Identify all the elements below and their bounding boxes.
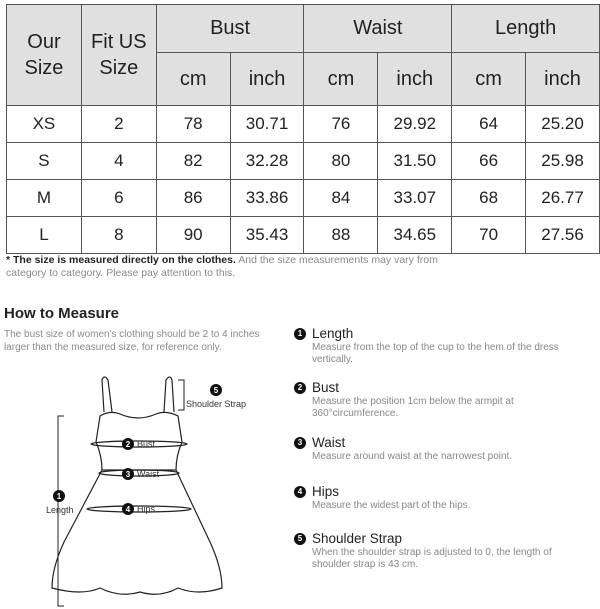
table-cell: 35.43 [230, 217, 304, 254]
step-length [294, 326, 570, 365]
size-chart-table [6, 4, 600, 254]
header-unit: cm [156, 53, 230, 106]
label-shoulder-strap: Shoulder Strap [186, 399, 247, 409]
label-hips: Hips [137, 504, 156, 514]
header-unit: inch [526, 53, 600, 106]
table-cell: 84 [304, 180, 378, 217]
table-cell: 2 [81, 106, 156, 143]
step-description: Measure the position 1cm below the armpit at 360°circumference. [312, 396, 514, 419]
table-cell: 33.07 [378, 180, 452, 217]
table-cell: 31.50 [378, 143, 452, 180]
step-waist [294, 435, 570, 463]
how-to-measure-subtitle: The bust size of women's clothing should be 2 to 4 inches larger than the measured size, for reference only. [4, 329, 260, 353]
step-title: Hips [312, 484, 340, 499]
table-row [7, 106, 600, 143]
table-cell: 8 [81, 217, 156, 254]
dress-skirt [52, 470, 222, 594]
table-cell: 25.20 [526, 106, 600, 143]
table-cell: 78 [156, 106, 230, 143]
header-length: Length [452, 5, 600, 53]
step-number-badge: 4 [294, 486, 306, 498]
table-cell: 32.28 [230, 143, 304, 180]
table-row [7, 143, 600, 180]
header-fit-us-line2: Size [99, 57, 139, 79]
step-bust [294, 380, 570, 419]
shoulder-strap-bracket [178, 380, 184, 410]
step-number-badge: 1 [294, 328, 306, 340]
label-bust: Bust [137, 439, 156, 449]
step-shoulder-strap [294, 531, 570, 570]
size-note-bold: * The size is measured directly on the clothes. [6, 254, 236, 266]
header-unit: inch [378, 53, 452, 106]
step-description: When the shoulder strap is adjusted to 0, the length of shoulder strap is 43 cm. [312, 547, 552, 570]
table-cell: XS [7, 106, 82, 143]
left-strap [102, 377, 112, 412]
step-hips [294, 484, 570, 512]
table-cell: 86 [156, 180, 230, 217]
table-cell: 4 [81, 143, 156, 180]
step-title: Bust [312, 380, 340, 395]
dress-diagram [0, 370, 290, 609]
how-to-measure-title: How to Measure [4, 305, 120, 322]
table-cell: 76 [304, 106, 378, 143]
header-unit: cm [304, 53, 378, 106]
badge-hips-num: 4 [125, 505, 131, 514]
table-cell: 27.56 [526, 217, 600, 254]
right-strap [164, 377, 174, 412]
table-cell: 80 [304, 143, 378, 180]
table-cell: M [7, 180, 82, 217]
table-cell: 34.65 [378, 217, 452, 254]
badge-bust-num: 2 [125, 440, 131, 449]
badge-shoulder-strap-num: 5 [213, 386, 219, 395]
size-note [6, 254, 476, 280]
table-cell: 33.86 [230, 180, 304, 217]
table-cell: 82 [156, 143, 230, 180]
table-cell: S [7, 143, 82, 180]
step-title: Waist [312, 435, 346, 450]
step-number-badge: 2 [294, 382, 306, 394]
header-our-size-line2: Size [24, 57, 64, 79]
header-our-size [7, 5, 82, 106]
badge-length-num: 1 [56, 492, 62, 501]
label-waist: Waist [137, 469, 160, 479]
table-cell: 30.71 [230, 106, 304, 143]
table-cell: 70 [452, 217, 526, 254]
step-number-badge: 3 [294, 437, 306, 449]
header-unit: inch [230, 53, 304, 106]
table-row [7, 217, 600, 254]
step-description: Measure the widest part of the hips. [312, 500, 471, 511]
table-cell: 6 [81, 180, 156, 217]
table-cell: 90 [156, 217, 230, 254]
header-waist: Waist [304, 5, 452, 53]
step-number-badge: 5 [294, 533, 306, 545]
header-unit: cm [452, 53, 526, 106]
table-cell: 88 [304, 217, 378, 254]
table-cell: 29.92 [378, 106, 452, 143]
table-row [7, 180, 600, 217]
step-description: Measure around waist at the narrowest point. [312, 451, 513, 462]
table-cell: 64 [452, 106, 526, 143]
step-description: Measure from the top of the cup to the hem of the dress vertically. [312, 342, 559, 365]
table-cell: 68 [452, 180, 526, 217]
header-fit-us-size [81, 5, 156, 106]
header-bust: Bust [156, 5, 304, 53]
table-cell: 25.98 [526, 143, 600, 180]
header-our-size-line1: Our [27, 31, 61, 53]
table-cell: 66 [452, 143, 526, 180]
table-cell: L [7, 217, 82, 254]
step-title: Shoulder Strap [312, 531, 403, 546]
label-length: Length [46, 505, 74, 515]
badge-waist-num: 3 [125, 470, 131, 479]
size-note-rest: And the size measurements may vary from category to category. Please pay attention to this. [6, 254, 438, 279]
table-cell: 26.77 [526, 180, 600, 217]
header-fit-us-line1: Fit US [91, 31, 147, 53]
step-title: Length [312, 326, 354, 341]
